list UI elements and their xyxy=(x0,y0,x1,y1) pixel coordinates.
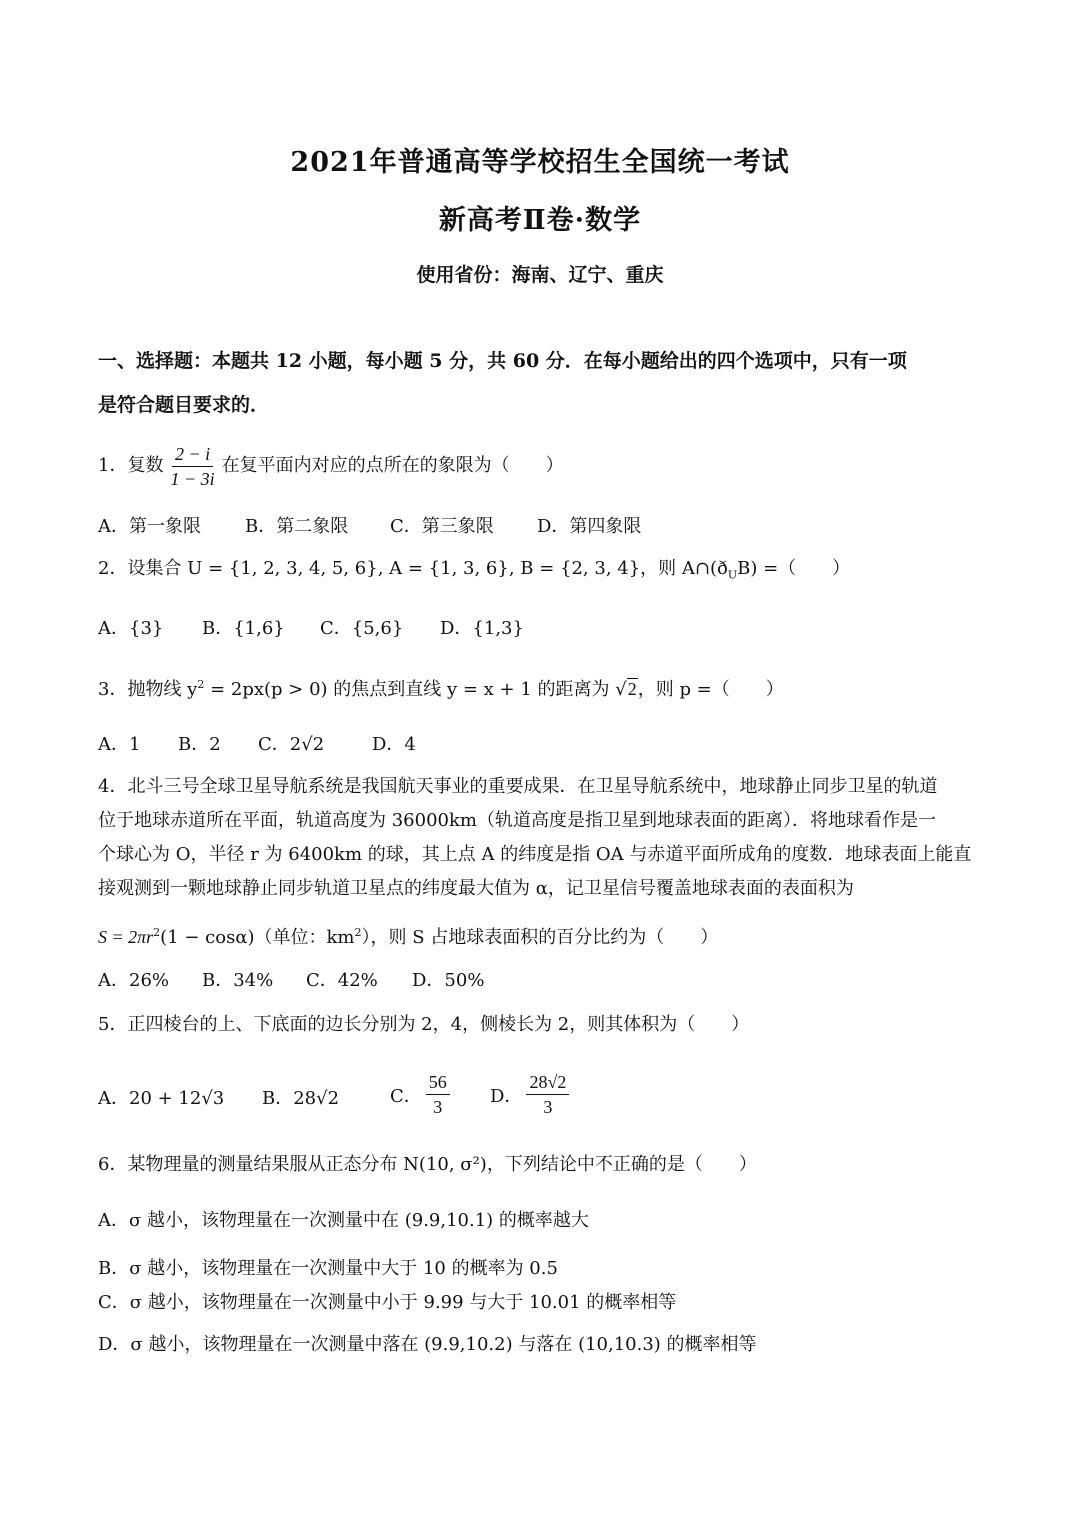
q3-option-c: C．2√2 xyxy=(258,734,325,755)
section-heading-line2: 是符合题目要求的． xyxy=(98,394,270,416)
q5-option-a: A．20 + 12√3 xyxy=(98,1088,225,1109)
q1-option-c: C．第三象限 xyxy=(390,516,494,537)
q4-formula-sup: 2 xyxy=(153,926,161,939)
q1-numerator: 2 − i xyxy=(172,442,213,467)
q3-option-d: D．4 xyxy=(372,734,416,755)
q4-line-3: 个球心为 O，半径 r 为 6400km 的球，其上点 A 的纬度是指 OA 与赤道平面所成角的度数．地球表面上能直 xyxy=(98,844,972,865)
q6-option-d: D．σ 越小，该物理量在一次测量中落在 (9.9,10.2) 与落在 (10,10.3) 的概率相等 xyxy=(98,1334,757,1355)
q5-option-d-denominator: 3 xyxy=(543,1097,553,1117)
q2-text: 2．设集合 U = {1, 2, 3, 4, 5, 6}, A = {1, 3, 6}, B = {2, 3, 4}，则 A∩(ð xyxy=(98,558,728,579)
q5-option-c-numerator: 56 xyxy=(426,1070,450,1095)
q3-option-a: A．1 xyxy=(98,734,141,755)
q1-suffix: 在复平面内对应的点所在的象限为（ ） xyxy=(221,455,564,476)
q4-formula-a: S = 2πr xyxy=(98,927,154,947)
q2-subscript: U xyxy=(727,568,738,582)
q2-option-c: C．{5,6} xyxy=(320,618,404,639)
q6-option-b: B．σ 越小，该物理量在一次测量中大于 10 的概率为 0.5 xyxy=(98,1258,558,1279)
q2-option-b: B．{1,6} xyxy=(202,618,285,639)
q4-option-a: A．26% xyxy=(98,970,170,991)
page-title: 2021年普通高等学校招生全国统一考试 xyxy=(290,147,790,178)
q5-option-b: B．28√2 xyxy=(262,1088,340,1109)
q2-tail: B) =（ ） xyxy=(737,558,851,579)
q3-mid: = 2px(p > 0) 的焦点到直线 y = x + 1 的距离为 √ xyxy=(204,679,627,700)
q5-option-c-denominator: 3 xyxy=(433,1097,443,1117)
q4-formula-line xyxy=(98,920,988,951)
q2-option-a: A．{3} xyxy=(98,618,164,639)
q6-option-a: A．σ 越小，该物理量在一次测量中在 (9.9,10.1) 的概率越大 xyxy=(98,1210,589,1231)
question-6: 6．某物理量的测量结果服从正态分布 N(10, σ²)，下列结论中不正确的是（ ） xyxy=(98,1154,757,1175)
q4-option-c: C．42% xyxy=(306,970,378,991)
q4-line-1: 4．北斗三号全球卫星导航系统是我国航天事业的重要成果．在卫星导航系统中，地球静止同步卫星的轨道 xyxy=(98,776,938,797)
q5-option-c xyxy=(390,1070,454,1119)
q4-option-d: D．50% xyxy=(412,970,485,991)
q5-option-d xyxy=(490,1070,573,1119)
q4-formula-sup2: 2 xyxy=(354,926,362,939)
q1-prefix: 1．复数 xyxy=(98,455,164,476)
q2-option-d: D．{1,3} xyxy=(440,618,524,639)
q5-option-c-label: C． xyxy=(390,1085,422,1107)
section-heading-line1: 一、选择题：本题共 12 小题，每小题 5 分，共 60 分．在每小题给出的四个选项中，只有一项 xyxy=(98,350,907,372)
q1-denominator: 1 − 3i xyxy=(170,468,215,489)
page-subtitle: 新高考Ⅱ卷·数学 xyxy=(438,205,642,236)
q3-option-b: B．2 xyxy=(178,734,221,755)
q5-option-d-numerator: 28√2 xyxy=(526,1070,569,1095)
q4-option-b: B．34% xyxy=(202,970,274,991)
q1-option-b: B．第二象限 xyxy=(245,516,349,537)
q5-option-d-label: D． xyxy=(490,1085,523,1107)
question-2 xyxy=(98,556,988,589)
question-1 xyxy=(98,440,988,492)
q3-radicand: 2 xyxy=(627,679,637,699)
q4-line-4: 接观测到一颗地球静止同步轨道卫星点的纬度最大值为 α，记卫星信号覆盖地球表面的表面积为 xyxy=(98,878,854,899)
q1-option-d: D．第四象限 xyxy=(537,516,642,537)
province-line: 使用省份：海南、辽宁、重庆 xyxy=(416,264,664,286)
q1-option-a: A．第一象限 xyxy=(98,516,201,537)
question-3 xyxy=(98,672,988,703)
q6-option-c: C．σ 越小，该物理量在一次测量中小于 9.99 与大于 10.01 的概率相等 xyxy=(98,1292,677,1313)
q1-fraction xyxy=(167,442,217,491)
q3-superscript: 2 xyxy=(197,678,205,691)
q3-suffix: ，则 p =（ ） xyxy=(637,679,784,700)
q3-prefix: 3．抛物线 y xyxy=(98,679,198,700)
q4-formula-c: ），则 S 占地球表面积的百分比约为（ ） xyxy=(361,927,719,948)
question-5: 5．正四棱台的上、下底面的边长分别为 2，4，侧棱长为 2，则其体积为（ ） xyxy=(98,1014,750,1035)
q4-formula-b: (1 − cosα)（单位：km xyxy=(160,927,355,948)
q4-line-2: 位于地球赤道所在平面，轨道高度为 36000km（轨道高度是指卫星到地球表面的距离）．将地球看作是一 xyxy=(98,810,936,831)
